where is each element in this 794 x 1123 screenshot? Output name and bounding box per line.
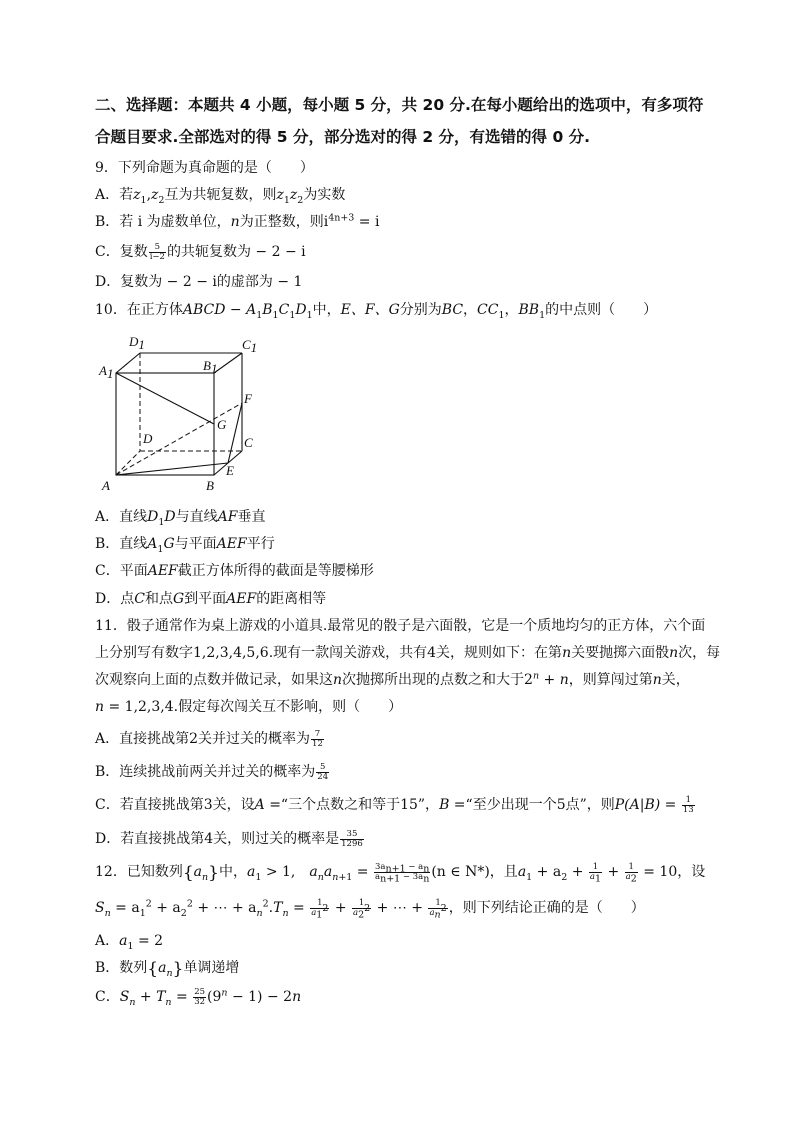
label-e: E [226, 463, 234, 478]
q10-option-b: B．直线$A_1G$与平面AEF平行 [95, 536, 275, 555]
section-title-line-1: 二、选择题：本题共 4 小题，每小题 5 分，共 20 分.在每小题给出的选项中，有多项符 [95, 96, 704, 114]
q11-stem-line-2: 上分别写有数字1,2,3,4,5,6.现有一款闯关游戏，共有4关，规则如下：在第n关要抛掷六面骰n次，每 [95, 645, 721, 661]
label-g: G [217, 417, 227, 432]
section-title-line-2: 合题目要求.全部选对的得 5 分，部分选对的得 2 分，有选错的得 0 分. [95, 128, 591, 146]
label-d: D [143, 431, 153, 446]
q11-stem-line-4: n = 1,2,3,4.假定每次闯关互不影响，则（ ） [95, 699, 403, 715]
q11-option-b: B．连续挑战前两关并过关的概率为 $\frac{5}{24}$ [95, 761, 329, 782]
label-c1: C1 [242, 337, 258, 355]
q10-option-c: C．平面AEF截正方体所得的截面是等腰梯形 [95, 563, 374, 579]
q12-stem-line-2: $S_n = a_1^2 + a_2^2$ + ⋯ + $a_n^2.T_n$ = $\frac{1}{a_1^2}$ + $\frac{1}{a_2^2}$ + ⋯ + $\frac{1}{a_n^2}$ ，则下列结论正确的是（ ） [95, 897, 645, 921]
q10-stem: 10．在正方体ABCD − $A_1B_1C_1D_1$中，E、F、G分别为BC，$CC_1$，$BB_1$的中点则（ ） [95, 302, 658, 321]
q10-option-a: A．直线$D_1D$与直线AF垂直 [95, 509, 266, 528]
q9-option-c: C．复数 $\frac{5}{i-2}$ 的共轭复数为 − 2 − i [95, 241, 306, 262]
fraction: $\frac{5}{i-2}$ [149, 241, 165, 262]
q11-option-a: A．直接挑战第2关并过关的概率为 $\frac{7}{12}$ [95, 728, 323, 749]
q11-stem-line-1: 11．骰子通常作为桌上游戏的小道具.最常见的骰子是六面骰，它是一个质地均匀的正方体，六个面 [95, 618, 706, 634]
q9-option-a: A．若$z_1,z_2$互为共轭复数，则$z_1z_2$为实数 [95, 187, 346, 206]
label-b: B [206, 478, 214, 493]
q12-option-c: C．$S_n + T_n$ = $\frac{25}{32}$ $(9^n - 1) - 2n$ [95, 986, 302, 1008]
label-d1: D1 [129, 334, 145, 352]
q11-option-c: C．若直接挑战第3关，设A =“三个点数之和等于15”，B =“至少出现一个5点”，则P(A|B) = $\frac{1}{13}$ [95, 794, 694, 815]
label-b1: B1 [203, 358, 218, 376]
label-f: F [244, 391, 252, 406]
q12-stem-line-1: 12．已知数列$\{a_n\}$中，$a_1 > 1$, $a_na_{n+1}$ = $\frac{3a_{n+1} - a_n}{a_{n+1} - 3a_n}$ (n ∈ N*)，且$a_1 + a_2$ + $\frac{1}{a_1}$ + $\frac{1}{a_2}$ = 10，设 [95, 861, 706, 885]
q11-option-d: D．若直接挑战第4关，则过关的概率是 $\frac{35}{1296}$ [95, 828, 363, 849]
label-c: C [244, 435, 253, 450]
cube-figure [96, 333, 271, 498]
label-a1: A1 [99, 363, 114, 381]
q12-option-a: A．$a_1 = 2$ [95, 933, 164, 952]
q9-stem: 9．下列命题为真命题的是（ ） [95, 160, 314, 176]
q11-stem-line-3: 次观察向上面的点数并做记录，如果这n次抛掷所出现的点数之和大于$2^n + n$，则算闯过第n关， [95, 670, 690, 688]
q9-option-d: D．复数为 − 2 − i的虚部为 − 1 [95, 274, 303, 290]
q10-option-d: D．点C和点G到平面AEF的距离相等 [95, 591, 327, 607]
q9-option-b: B．若 i 为虚数单位，n为正整数，则$i^{4n+3} = i$ [95, 212, 380, 230]
q12-option-b: B．数列$\{a_n\}$单调递增 [95, 959, 240, 979]
label-a: A [102, 478, 110, 493]
